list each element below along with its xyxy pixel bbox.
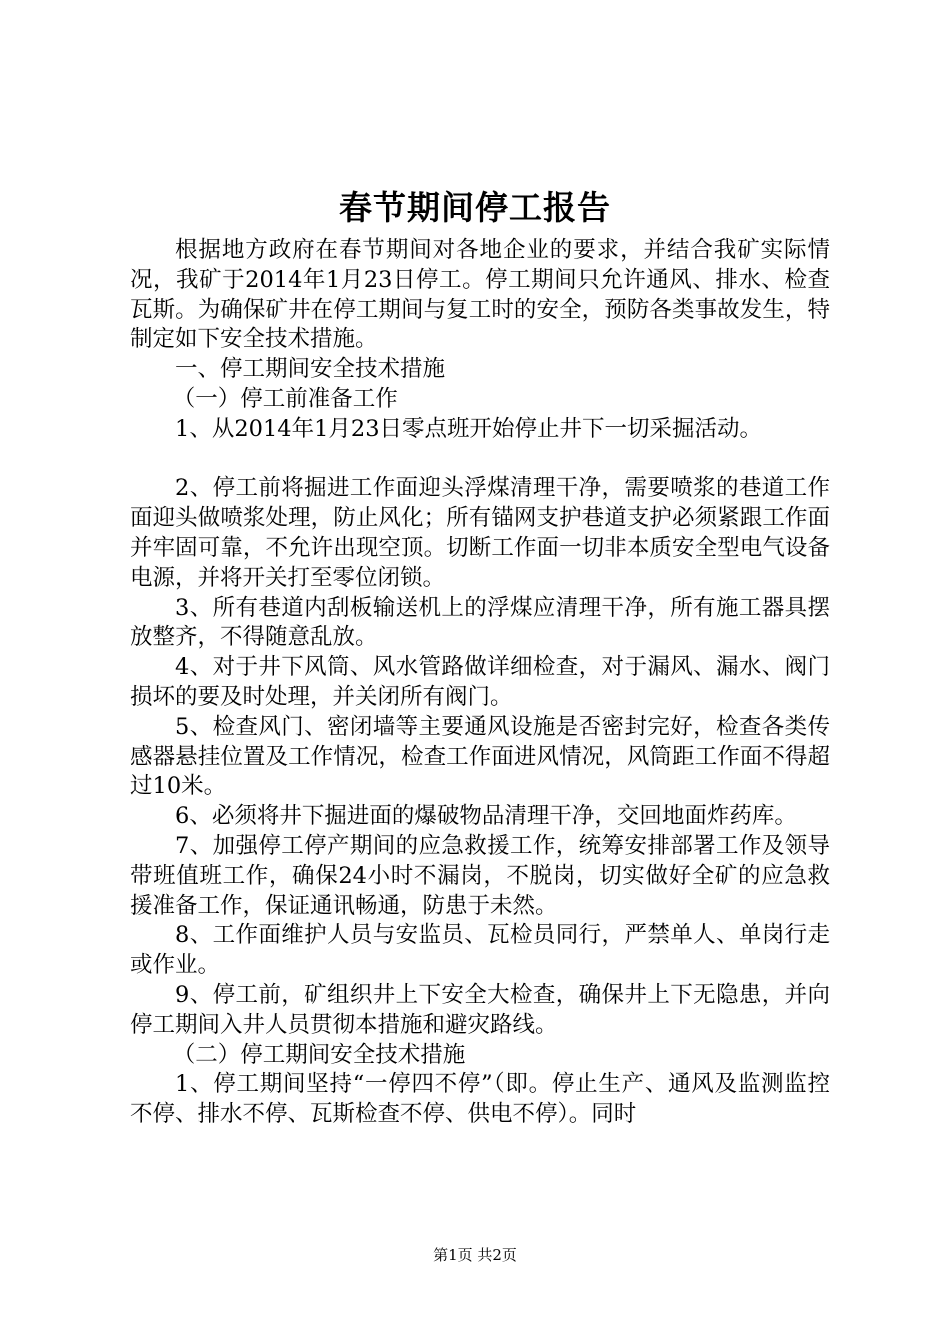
intro-paragraph: 根据地方政府在春节期间对各地企业的要求，并结合我矿实际情况，我矿于2014年1月23日停工。停工期间只允许通风、排水、检查瓦斯。为确保矿井在停工期间与复工时的安全，预防各类事故发生，特制定如下安全技术措施。 bbox=[130, 237, 830, 353]
list-item: 4、对于井下风筒、风水管路做详细检查，对于漏风、漏水、阀门损坏的要及时处理，并关闭所有阀门。 bbox=[130, 654, 830, 710]
subsection-heading: （二）停工期间安全技术措施 bbox=[172, 1041, 466, 1068]
list-item: 1、从2014年1月23日零点班开始停止井下一切采掘活动。 bbox=[175, 415, 763, 442]
list-item: 6、必须将井下掘进面的爆破物品清理干净，交回地面炸药库。 bbox=[175, 803, 797, 830]
list-item: 2、停工前将掘进工作面迎头浮煤清理干净，需要喷浆的巷道工作面迎头做喷浆处理，防止风化；所有锚网支护巷道支护必须紧跟工作面并牢固可靠，不允许出现空顶。切断工作面一切非本质安全型电气设备电源，并将开关打至零位闭锁。 bbox=[130, 475, 830, 591]
list-item: 9、停工前，矿组织井上下安全大检查，确保井上下无隐患，并向停工期间入井人员贯彻本措施和避灾路线。 bbox=[130, 981, 830, 1038]
list-item: 7、加强停工停产期间的应急救援工作，统筹安排部署工作及领导带班值班工作，确保24小时不漏岗，不脱岗，切实做好全矿的应急救援准备工作，保证通讯畅通，防患于未然。 bbox=[130, 832, 830, 919]
document-title: 春节期间停工报告 bbox=[339, 188, 611, 227]
list-item: 3、所有巷道内刮板输送机上的浮煤应清理干净，所有施工器具摆放整齐，不得随意乱放。 bbox=[130, 594, 830, 651]
list-item: 5、检查风门、密闭墙等主要通风设施是否密封完好，检查各类传感器悬挂位置及工作情况，检查工作面进风情况，风筒距工作面不得超过10米。 bbox=[130, 713, 830, 800]
subsection-heading: （一）停工前准备工作 bbox=[172, 385, 398, 412]
page-footer: 第1页 共2页 bbox=[433, 1246, 517, 1264]
list-item: 8、工作面维护人员与安监员、瓦检员同行，严禁单人、单岗行走或作业。 bbox=[130, 922, 830, 979]
document-body bbox=[130, 236, 830, 1130]
list-item: 1、停工期间坚持“一停四不停”（即。停止生产、通风及监测监控不停、排水不停、瓦斯检查不停、供电不停）。同时 bbox=[130, 1071, 830, 1128]
section-heading: 一、停工期间安全技术措施 bbox=[175, 356, 446, 383]
